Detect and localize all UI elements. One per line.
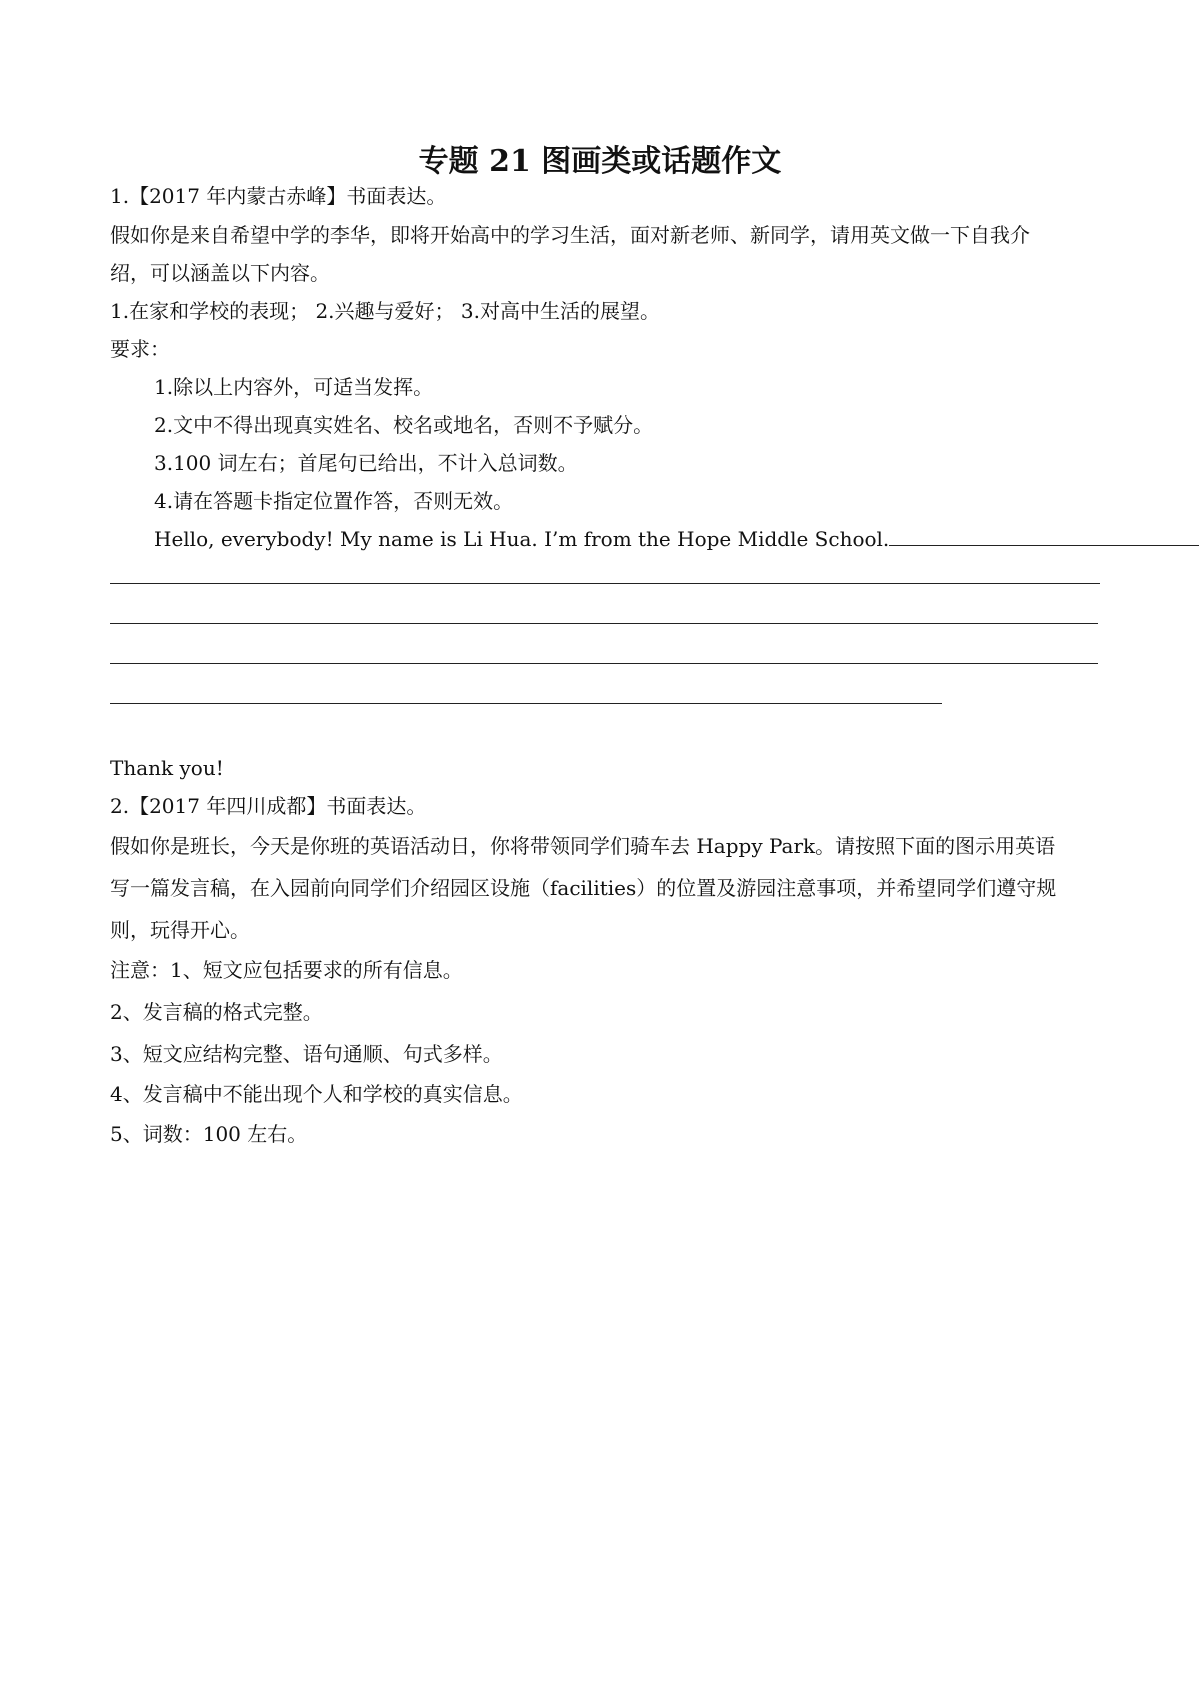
q1-opening-sentence: Hello, everybody! My name is Li Hua. I’m from the Hope Middle School. bbox=[154, 527, 890, 551]
q2-heading: 2.【2017 年四川成都】书面表达。 bbox=[110, 794, 427, 818]
answer-blank-line[interactable] bbox=[110, 663, 1098, 664]
q1-prompt-line-2: 绍，可以涵盖以下内容。 bbox=[110, 261, 330, 285]
q2-prompt-line-1: 假如你是班长，今天是你班的英语活动日，你将带领同学们骑车去 Happy Park。请按照下面的图示用英语 bbox=[110, 834, 1056, 858]
q2-note-4: 4、发言稿中不能出现个人和学校的真实信息。 bbox=[110, 1082, 523, 1106]
q1-requirement-3: 3.100 词左右；首尾句已给出，不计入总词数。 bbox=[154, 451, 578, 475]
q2-prompt-line-2: 写一篇发言稿，在入园前向同学们介绍园区设施（facilities）的位置及游园注意事项，并希望同学们遵守规 bbox=[110, 876, 1057, 900]
q1-requirement-2: 2.文中不得出现真实姓名、校名或地名，否则不予赋分。 bbox=[154, 413, 654, 437]
q2-note-1: 注意：1、短文应包括要求的所有信息。 bbox=[110, 958, 463, 982]
q1-content-points: 1.在家和学校的表现； 2.兴趣与爱好； 3.对高中生活的展望。 bbox=[110, 299, 660, 323]
q2-note-2: 2、发言稿的格式完整。 bbox=[110, 1000, 323, 1024]
q1-requirement-1: 1.除以上内容外，可适当发挥。 bbox=[154, 375, 434, 399]
answer-blank-line[interactable] bbox=[110, 623, 1098, 624]
q1-heading: 1.【2017 年内蒙古赤峰】书面表达。 bbox=[110, 184, 447, 208]
q1-opening-sentence-line bbox=[154, 524, 1100, 554]
q1-prompt-line-1: 假如你是来自希望中学的李华，即将开始高中的学习生活，面对新老师、新同学，请用英文做一下自我介 bbox=[110, 223, 1030, 247]
answer-blank-line[interactable] bbox=[110, 583, 1100, 584]
q1-requirements-label: 要求： bbox=[110, 337, 170, 361]
q2-note-5: 5、词数：100 左右。 bbox=[110, 1122, 308, 1146]
q1-closing-sentence: Thank you! bbox=[110, 756, 224, 780]
q2-prompt-line-3: 则，玩得开心。 bbox=[110, 918, 250, 942]
page-title: 专题 21 图画类或话题作文 bbox=[418, 144, 782, 179]
answer-blank-line[interactable] bbox=[110, 703, 942, 704]
q2-note-3: 3、短文应结构完整、语句通顺、句式多样。 bbox=[110, 1042, 503, 1066]
answer-blank-inline[interactable] bbox=[889, 545, 1199, 546]
q1-requirement-4: 4.请在答题卡指定位置作答，否则无效。 bbox=[154, 489, 514, 513]
